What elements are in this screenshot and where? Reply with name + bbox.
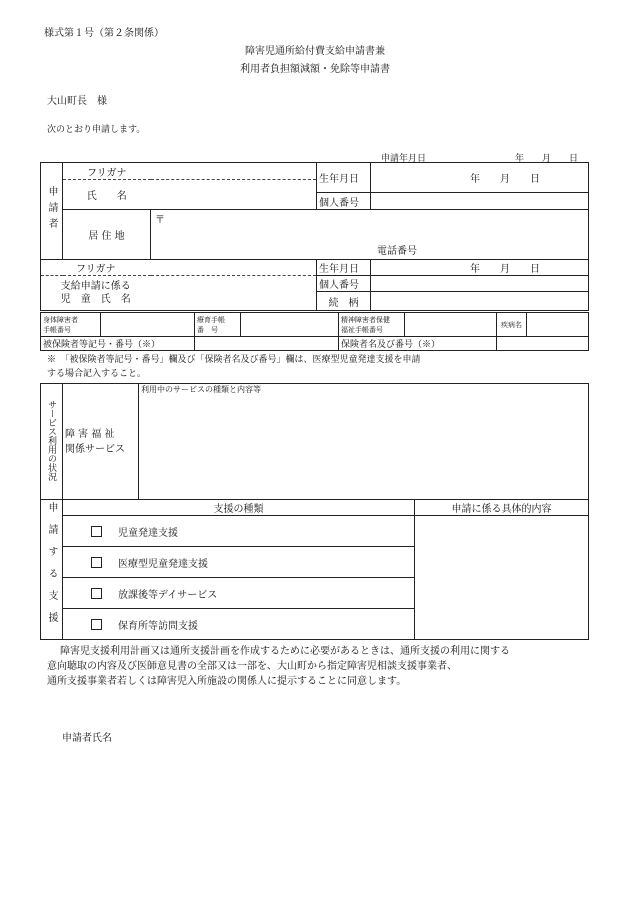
checkbox-icon[interactable] <box>91 619 102 630</box>
child-furigana-label: フリガナ <box>41 260 151 276</box>
intro-text: 次のとおり申請します。 <box>47 125 146 135</box>
applicant-section <box>41 163 63 260</box>
application-date-label: 申請年月日 <box>381 154 427 164</box>
addressee: 大山町長 様 <box>47 96 107 107</box>
insured-no-label: 被保険者等記号・番号（※） <box>41 337 195 351</box>
disease-label: 疾病名 <box>497 313 527 337</box>
welfare-service-label-line2: 関係サービス <box>65 443 125 455</box>
consent-line3: 通所支援事業者若しくは障害児入所施設の関係人に提示することに同意します。 <box>47 676 407 687</box>
support-table <box>40 499 589 640</box>
physical-cert-label-line1: 身体障害者 <box>43 315 78 324</box>
child-birth-field[interactable]: 年 月 日 <box>371 260 589 276</box>
child-name-label-line1: 支給申請に係る <box>60 281 131 292</box>
support-detail-header: 申請に係る具体的内容 <box>415 500 589 516</box>
applicant-address-label: 居 住 地 <box>63 210 151 260</box>
applicant-name-field[interactable] <box>151 180 317 210</box>
certificate-table <box>40 312 589 351</box>
rehab-cert-label-line2: 番 号 <box>197 325 218 334</box>
support-option-2-label: 医療型児童発達支援 <box>118 558 208 570</box>
applicant-table <box>40 162 589 311</box>
insurer-label: 保険者名及び番号（※） <box>339 337 497 351</box>
child-name-field[interactable] <box>151 276 317 311</box>
child-furigana-field[interactable] <box>151 260 317 276</box>
applicant-furigana-field[interactable] <box>151 163 317 180</box>
mental-cert-label <box>339 313 405 337</box>
service-status-section-label: サービス利用の状況 <box>46 399 56 481</box>
rehab-cert-label-line1: 療育手帳 <box>197 315 225 324</box>
form-title-line2: 利用者負担額減額・免除等申請書 <box>240 64 390 75</box>
physical-cert-label-line2: 手帳番号 <box>43 325 71 334</box>
consent-line1: 障害児支援利用計画又は通所支援計画を作成するために必要があるときは、通所支援の利用に関する <box>60 646 510 657</box>
support-option-3-label: 放課後等デイサービス <box>118 589 218 601</box>
checkbox-icon[interactable] <box>91 526 102 537</box>
child-birth-label: 生年月日 <box>317 260 371 276</box>
applicant-address-field[interactable] <box>151 210 589 260</box>
service-status-section <box>41 384 63 500</box>
support-section <box>41 500 63 640</box>
child-name-label <box>41 276 151 311</box>
welfare-service-label-line1: 障 害 福 祉 <box>65 428 115 440</box>
physical-cert-label <box>41 313 101 337</box>
mental-cert-field[interactable] <box>405 313 497 337</box>
child-relation-field[interactable] <box>371 292 589 311</box>
applicant-personal-no-label: 個人番号 <box>317 193 371 210</box>
note-line1: ※ 「被保険者等記号・番号」欄及び「保険者名及び番号」欄は、医療型児童発達支援を申請 <box>47 355 421 365</box>
service-content-hint: 利用中のサービスの種類と内容等 <box>141 385 261 394</box>
form-style-number: 様式第１号（第２条関係） <box>44 28 164 39</box>
checkbox-icon[interactable] <box>91 588 102 599</box>
support-type-header: 支援の種類 <box>63 500 415 516</box>
child-personal-no-label: 個人番号 <box>317 276 371 292</box>
service-status-table <box>40 383 589 500</box>
support-option-2[interactable] <box>63 547 415 578</box>
support-option-3[interactable] <box>63 578 415 609</box>
insured-no-field[interactable] <box>195 337 339 351</box>
support-detail-field[interactable] <box>415 516 589 640</box>
support-option-4-label: 保育所等訪問支援 <box>118 620 198 632</box>
note-line2: する場合記入すること。 <box>47 369 147 379</box>
checkbox-icon[interactable] <box>91 557 102 568</box>
support-option-1-label: 児童発達支援 <box>118 527 178 539</box>
rehab-cert-field[interactable] <box>241 313 339 337</box>
child-relation-label: 続 柄 <box>317 292 371 311</box>
signature-label: 申請者氏名 <box>62 733 112 744</box>
postal-mark: 〒 <box>155 215 165 226</box>
consent-line2: 意向聴取の内容及び医師意見書の全部又は一部を、大山町から指定障害児相談支援事業者、 <box>47 661 457 672</box>
applicant-name-label: 氏 名 <box>63 180 151 210</box>
phone-label: 電話番号 <box>377 246 417 257</box>
support-option-4[interactable] <box>63 609 415 640</box>
mental-cert-label-line2: 福祉手帳番号 <box>341 325 383 334</box>
welfare-service-label <box>63 384 139 500</box>
physical-cert-field[interactable] <box>101 313 195 337</box>
support-section-label: 申請する支援 <box>46 502 57 634</box>
application-date-ymd: 年 月 日 <box>515 154 579 164</box>
service-content-field[interactable] <box>139 384 589 500</box>
applicant-section-label: 申請者 <box>46 185 57 234</box>
rehab-cert-label <box>195 313 241 337</box>
disease-field[interactable] <box>527 313 589 337</box>
insurer-field[interactable] <box>497 337 589 351</box>
applicant-birth-field[interactable]: 年 月 日 <box>371 163 589 193</box>
applicant-personal-no-boxes[interactable] <box>371 193 589 210</box>
mental-cert-label-line1: 精神障害者保健 <box>341 315 390 324</box>
form-title-line1: 障害児通所給付費支給申請書兼 <box>245 46 385 57</box>
child-personal-no-boxes[interactable] <box>371 276 589 292</box>
child-name-label-line2: 児 童 氏 名 <box>60 294 131 305</box>
applicant-furigana-label: フリガナ <box>63 163 151 180</box>
support-option-1[interactable] <box>63 516 415 547</box>
applicant-birth-label: 生年月日 <box>317 163 371 193</box>
